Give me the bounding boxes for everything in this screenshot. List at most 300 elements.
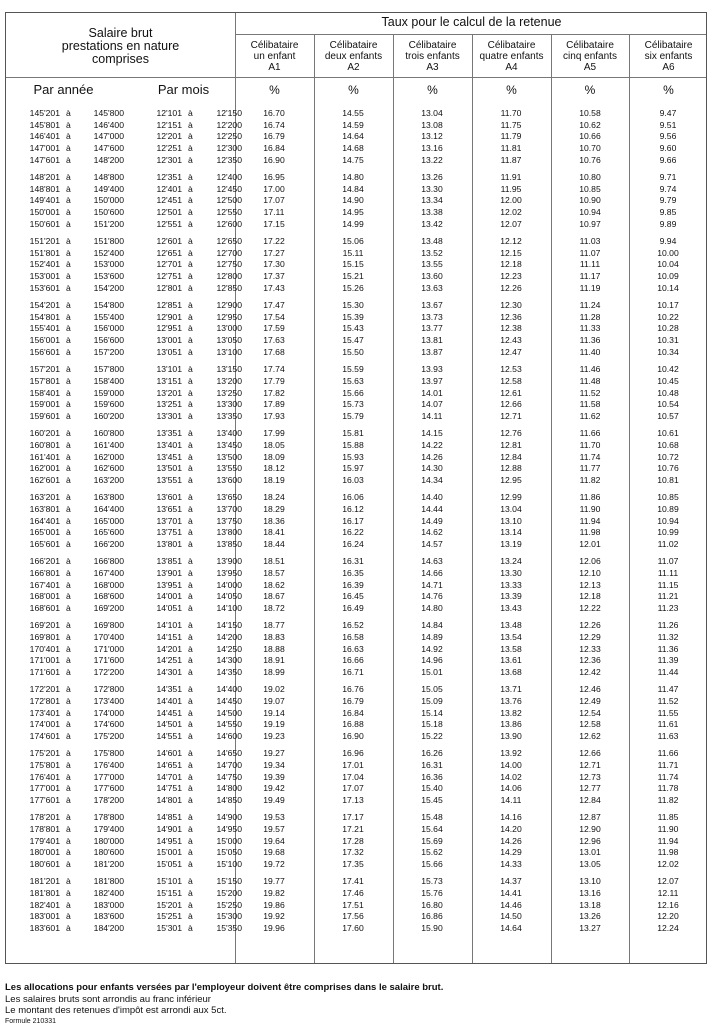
range-separator: à xyxy=(188,218,193,229)
annual-to: 147'000 xyxy=(93,131,124,142)
annual-to: 183'000 xyxy=(93,899,124,910)
monthly-from: 12'451 xyxy=(156,195,182,206)
table-row xyxy=(6,376,706,388)
table-row xyxy=(6,516,706,528)
monthly-to: 14'650 xyxy=(216,748,242,759)
monthly-from: 12'601 xyxy=(156,236,182,247)
annual-to: 145'800 xyxy=(93,108,124,118)
annual-to: 147'600 xyxy=(93,143,124,154)
rate-a1: 17.27 xyxy=(263,247,285,258)
annual-from: 177'001 xyxy=(29,783,60,794)
monthly-to: 14'800 xyxy=(216,783,242,794)
unit-label: % xyxy=(348,83,359,97)
range-separator: à xyxy=(66,311,71,322)
rate-a1: 17.99 xyxy=(263,428,285,439)
rate-a2: 16.49 xyxy=(342,602,364,613)
rate-a3: 14.57 xyxy=(421,538,443,549)
row-group xyxy=(6,620,706,678)
rate-a1: 17.79 xyxy=(263,375,285,386)
monthly-from: 12'401 xyxy=(156,183,182,194)
table-row xyxy=(6,504,706,516)
rate-a1: 17.00 xyxy=(263,183,285,194)
monthly-from: 12'701 xyxy=(156,259,182,270)
monthly-to: 13'300 xyxy=(216,399,242,410)
rate-a2: 16.58 xyxy=(342,631,364,642)
range-separator: à xyxy=(66,463,71,474)
rate-a4: 13.68 xyxy=(500,667,522,677)
rate-a5: 11.62 xyxy=(579,410,601,421)
rate-a6: 9.71 xyxy=(659,172,677,183)
rate-a4: 14.46 xyxy=(500,899,522,910)
rate-a5: 11.24 xyxy=(579,300,601,311)
annual-from: 166'201 xyxy=(29,556,60,567)
range-separator: à xyxy=(66,795,71,806)
annual-to: 165'600 xyxy=(93,527,124,538)
monthly-from: 13'351 xyxy=(156,428,182,439)
range-separator: à xyxy=(188,247,193,258)
annual-to: 148'800 xyxy=(93,172,124,183)
annual-from: 175'201 xyxy=(29,748,60,759)
monthly-to: 12'650 xyxy=(216,236,242,247)
rate-a3: 15.64 xyxy=(421,824,443,835)
rate-a2: 14.55 xyxy=(342,108,364,118)
annual-to: 155'400 xyxy=(93,311,124,322)
annual-to: 152'400 xyxy=(93,247,124,258)
table-row xyxy=(6,492,706,504)
rate-a3: 15.48 xyxy=(421,812,443,823)
range-separator: à xyxy=(188,667,193,677)
annual-to: 163'200 xyxy=(93,474,124,485)
range-separator: à xyxy=(188,876,193,887)
rate-a2: 16.12 xyxy=(342,503,364,514)
rate-a3: 14.34 xyxy=(421,474,443,485)
range-separator: à xyxy=(188,154,193,165)
rate-a4: 12.43 xyxy=(500,335,522,346)
rate-a6: 11.21 xyxy=(657,591,679,602)
rate-a3: 14.15 xyxy=(421,428,443,439)
annual-from: 157'201 xyxy=(29,364,60,375)
rate-a1: 18.41 xyxy=(263,527,285,538)
unit-label: % xyxy=(506,83,517,97)
rate-a2: 16.06 xyxy=(342,492,364,503)
rate-a5: 11.46 xyxy=(579,364,601,375)
rate-a3: 13.97 xyxy=(421,375,443,386)
row-group xyxy=(6,556,706,614)
rate-a4: 11.70 xyxy=(500,108,522,118)
range-separator: à xyxy=(66,899,71,910)
rate-a5: 10.66 xyxy=(579,131,601,142)
monthly-to: 13'150 xyxy=(216,364,242,375)
rate-a1: 17.15 xyxy=(263,218,285,229)
rate-a5: 13.16 xyxy=(579,888,601,899)
rate-a3: 13.26 xyxy=(421,172,443,183)
rate-a6: 9.66 xyxy=(659,154,677,165)
rate-a1: 17.59 xyxy=(263,323,285,334)
range-separator: à xyxy=(188,131,193,142)
annual-to: 161'400 xyxy=(93,439,124,450)
rate-a6: 11.94 xyxy=(657,835,679,846)
rate-a3: 13.52 xyxy=(421,247,443,258)
formula-reference: Formule 210331 xyxy=(5,1017,56,1025)
rate-a4: 14.29 xyxy=(500,847,522,858)
rate-a2: 14.95 xyxy=(342,207,364,218)
rate-a6: 10.81 xyxy=(657,474,679,485)
rate-a5: 11.48 xyxy=(579,375,601,386)
annual-to: 179'400 xyxy=(93,824,124,835)
rate-a1: 19.53 xyxy=(263,812,285,823)
monthly-from: 13'851 xyxy=(156,556,182,567)
table-body xyxy=(6,108,706,940)
rate-a6: 12.20 xyxy=(657,911,679,922)
rate-a2: 17.28 xyxy=(342,835,364,846)
table-row xyxy=(6,923,706,935)
annual-from: 151'801 xyxy=(29,247,60,258)
rate-a5: 12.46 xyxy=(579,684,601,695)
rate-a6: 9.56 xyxy=(659,131,677,142)
monthly-from: 13'101 xyxy=(156,364,182,375)
range-separator: à xyxy=(66,428,71,439)
rate-a1: 19.14 xyxy=(263,707,285,718)
monthly-to: 14'100 xyxy=(216,602,242,613)
rate-a2: 14.84 xyxy=(342,183,364,194)
category-line: Célibataire xyxy=(487,40,536,51)
rate-a3: 14.30 xyxy=(421,463,443,474)
table-row xyxy=(6,603,706,615)
rate-a1: 19.42 xyxy=(263,783,285,794)
monthly-to: 15'300 xyxy=(216,911,242,922)
rate-a3: 13.42 xyxy=(421,218,443,229)
range-separator: à xyxy=(66,399,71,410)
annual-from: 160'801 xyxy=(29,439,60,450)
row-group xyxy=(6,812,706,870)
annual-from: 180'001 xyxy=(29,847,60,858)
annual-from: 153'001 xyxy=(29,271,60,282)
rate-a5: 11.82 xyxy=(579,474,601,485)
category-line: Célibataire xyxy=(566,40,614,51)
rate-a4: 12.81 xyxy=(500,439,522,450)
monthly-from: 14'301 xyxy=(156,667,182,677)
rate-a4: 11.87 xyxy=(500,154,522,165)
annual-from: 165'001 xyxy=(29,527,60,538)
rate-a3: 16.80 xyxy=(421,899,443,910)
range-separator: à xyxy=(188,387,193,398)
rate-a3: 15.22 xyxy=(421,731,443,742)
rate-a6: 10.68 xyxy=(657,439,679,450)
table-row xyxy=(6,347,706,359)
monthly-from: 14'951 xyxy=(156,835,182,846)
annual-to: 154'200 xyxy=(93,282,124,293)
rate-a4: 14.64 xyxy=(500,923,522,934)
rate-a3: 14.40 xyxy=(421,492,443,503)
rate-a4: 12.84 xyxy=(500,451,522,462)
rate-a1: 17.63 xyxy=(263,335,285,346)
rate-a3: 15.14 xyxy=(421,707,443,718)
salary-header xyxy=(6,27,235,66)
monthly-from: 12'951 xyxy=(156,323,182,334)
monthly-from: 15'301 xyxy=(156,923,182,934)
range-separator: à xyxy=(66,602,71,613)
annual-from: 169'201 xyxy=(29,620,60,631)
annual-to: 184'200 xyxy=(93,923,124,934)
rate-a5: 13.27 xyxy=(579,923,601,934)
monthly-to: 12'900 xyxy=(216,300,242,311)
rate-a4: 11.75 xyxy=(500,119,522,130)
rate-a2: 15.30 xyxy=(342,300,364,311)
rate-a5: 11.03 xyxy=(579,236,601,247)
monthly-from: 14'901 xyxy=(156,824,182,835)
rate-a3: 14.80 xyxy=(421,602,443,613)
rate-a4: 12.66 xyxy=(500,399,522,410)
rate-a5: 11.70 xyxy=(579,439,601,450)
category-line: A4 xyxy=(505,62,518,73)
divider xyxy=(235,34,706,35)
annual-to: 178'800 xyxy=(93,812,124,823)
par-annee-label: Par année xyxy=(33,82,94,97)
rate-a3: 14.49 xyxy=(421,515,443,526)
rate-a3: 14.92 xyxy=(421,643,443,654)
rate-a1: 18.83 xyxy=(263,631,285,642)
annual-from: 162'001 xyxy=(29,463,60,474)
range-separator: à xyxy=(66,323,71,334)
annual-from: 149'401 xyxy=(29,195,60,206)
table-row xyxy=(6,283,706,295)
table-row xyxy=(6,335,706,347)
rate-a6: 11.44 xyxy=(657,667,679,677)
rate-a4: 13.48 xyxy=(500,620,522,631)
row-group xyxy=(6,236,706,294)
rate-a2: 15.63 xyxy=(342,375,364,386)
rate-a2: 17.13 xyxy=(342,795,364,806)
rate-a1: 18.72 xyxy=(263,602,285,613)
rate-a2: 16.39 xyxy=(342,579,364,590)
annual-to: 182'400 xyxy=(93,888,124,899)
annual-to: 174'000 xyxy=(93,707,124,718)
rate-a5: 11.19 xyxy=(579,282,601,293)
monthly-to: 15'050 xyxy=(216,847,242,858)
rate-a3: 14.22 xyxy=(421,439,443,450)
rate-a6: 10.61 xyxy=(657,428,679,439)
rate-a5: 12.18 xyxy=(579,591,601,602)
rate-a3: 13.30 xyxy=(421,183,443,194)
monthly-from: 14'551 xyxy=(156,731,182,742)
range-separator: à xyxy=(66,492,71,503)
annual-from: 169'801 xyxy=(29,631,60,642)
rate-a4: 12.47 xyxy=(500,346,522,357)
rate-a1: 19.27 xyxy=(263,748,285,759)
category-header-a3 xyxy=(393,40,472,73)
monthly-to: 14'200 xyxy=(216,631,242,642)
rates-title: Taux pour le calcul de la retenue xyxy=(381,15,562,29)
rate-a6: 11.02 xyxy=(657,538,679,549)
rate-a5: 12.73 xyxy=(579,771,601,782)
annual-from: 157'801 xyxy=(29,375,60,386)
rate-a3: 13.48 xyxy=(421,236,443,247)
rate-a4: 12.02 xyxy=(500,207,522,218)
rate-a2: 14.68 xyxy=(342,143,364,154)
rate-a5: 12.54 xyxy=(579,707,601,718)
monthly-to: 12'850 xyxy=(216,282,242,293)
annual-to: 181'200 xyxy=(93,859,124,870)
annual-to: 165'000 xyxy=(93,515,124,526)
annual-to: 175'800 xyxy=(93,748,124,759)
range-separator: à xyxy=(66,172,71,183)
annual-from: 161'401 xyxy=(29,451,60,462)
annual-from: 159'001 xyxy=(29,399,60,410)
monthly-to: 15'000 xyxy=(216,835,242,846)
monthly-from: 14'801 xyxy=(156,795,182,806)
range-separator: à xyxy=(66,556,71,567)
rate-a5: 11.11 xyxy=(579,259,601,270)
monthly-to: 14'300 xyxy=(216,655,242,666)
annual-to: 146'400 xyxy=(93,119,124,130)
monthly-from: 13'651 xyxy=(156,503,182,514)
monthly-to: 14'450 xyxy=(216,695,242,706)
rate-a4: 12.38 xyxy=(500,323,522,334)
monthly-to: 14'350 xyxy=(216,667,242,677)
category-line: A2 xyxy=(347,62,360,73)
rate-a2: 16.22 xyxy=(342,527,364,538)
rate-a6: 11.39 xyxy=(657,655,679,666)
table-row xyxy=(6,795,706,807)
table-row xyxy=(6,812,706,824)
range-separator: à xyxy=(66,667,71,677)
annual-to: 178'200 xyxy=(93,795,124,806)
rate-a2: 15.15 xyxy=(342,259,364,270)
range-separator: à xyxy=(188,271,193,282)
monthly-to: 14'700 xyxy=(216,760,242,770)
rate-a2: 15.79 xyxy=(342,410,364,421)
rate-a3: 15.09 xyxy=(421,695,443,706)
monthly-to: 14'150 xyxy=(216,620,242,631)
range-separator: à xyxy=(188,684,193,695)
rate-a6: 9.89 xyxy=(659,218,677,229)
rate-a3: 14.62 xyxy=(421,527,443,538)
monthly-to: 13'350 xyxy=(216,410,242,421)
range-separator: à xyxy=(188,119,193,130)
category-header-a4 xyxy=(472,40,551,73)
rate-a4: 12.12 xyxy=(500,236,522,247)
rate-a6: 11.55 xyxy=(657,707,679,718)
rate-a1: 18.91 xyxy=(263,655,285,666)
rate-a4: 12.61 xyxy=(500,387,522,398)
monthly-to: 13'800 xyxy=(216,527,242,538)
monthly-from: 12'251 xyxy=(156,143,182,154)
rate-a5: 10.70 xyxy=(579,143,601,154)
table-row xyxy=(6,475,706,487)
rate-a2: 15.21 xyxy=(342,271,364,282)
rate-a6: 11.47 xyxy=(657,684,679,695)
rate-a3: 14.07 xyxy=(421,399,443,410)
rate-a1: 17.89 xyxy=(263,399,285,410)
table-row xyxy=(6,876,706,888)
rate-a3: 14.76 xyxy=(421,591,443,602)
rate-a6: 10.31 xyxy=(657,335,679,346)
range-separator: à xyxy=(66,218,71,229)
annual-to: 150'000 xyxy=(93,195,124,206)
rate-a4: 12.07 xyxy=(500,218,522,229)
rate-a1: 17.11 xyxy=(263,207,285,218)
rate-a3: 14.71 xyxy=(421,579,443,590)
salary-header-line: Salaire brut xyxy=(88,26,153,40)
rate-a5: 12.90 xyxy=(579,824,601,835)
range-separator: à xyxy=(66,474,71,485)
rate-a6: 9.47 xyxy=(659,108,677,118)
annual-to: 162'000 xyxy=(93,451,124,462)
monthly-from: 13'751 xyxy=(156,527,182,538)
table-row xyxy=(6,632,706,644)
annual-to: 180'000 xyxy=(93,835,124,846)
range-separator: à xyxy=(66,620,71,631)
rate-a2: 16.88 xyxy=(342,719,364,730)
rate-a5: 12.01 xyxy=(579,538,601,549)
rate-a1: 17.22 xyxy=(263,236,285,247)
monthly-from: 13'201 xyxy=(156,387,182,398)
rate-a3: 13.81 xyxy=(421,335,443,346)
rate-a5: 11.66 xyxy=(579,428,601,439)
rate-a1: 16.79 xyxy=(263,131,285,142)
table-row xyxy=(6,696,706,708)
rate-a6: 10.22 xyxy=(657,311,679,322)
rate-a6: 11.11 xyxy=(657,567,679,578)
rate-a3: 15.40 xyxy=(421,783,443,794)
range-separator: à xyxy=(188,207,193,218)
rate-a1: 18.51 xyxy=(263,556,285,567)
range-separator: à xyxy=(188,707,193,718)
row-group xyxy=(6,300,706,358)
rate-a6: 10.04 xyxy=(657,259,679,270)
table-row xyxy=(6,859,706,871)
rate-a6: 10.48 xyxy=(657,387,679,398)
annual-from: 150'601 xyxy=(29,218,60,229)
annual-from: 182'401 xyxy=(29,899,60,910)
monthly-to: 12'750 xyxy=(216,259,242,270)
range-separator: à xyxy=(188,812,193,823)
rate-a4: 13.82 xyxy=(500,707,522,718)
rate-a4: 12.88 xyxy=(500,463,522,474)
range-separator: à xyxy=(188,108,193,118)
rate-a6: 10.28 xyxy=(657,323,679,334)
monthly-from: 14'201 xyxy=(156,643,182,654)
rate-a4: 12.58 xyxy=(500,375,522,386)
monthly-from: 13'001 xyxy=(156,335,182,346)
annual-from: 167'401 xyxy=(29,579,60,590)
rate-a1: 18.19 xyxy=(263,474,285,485)
annual-to: 171'600 xyxy=(93,655,124,666)
rate-a5: 10.85 xyxy=(579,183,601,194)
rate-a5: 11.94 xyxy=(579,515,601,526)
annual-from: 156'601 xyxy=(29,346,60,357)
rate-a1: 17.37 xyxy=(263,271,285,282)
rate-a2: 15.47 xyxy=(342,335,364,346)
rate-a3: 15.73 xyxy=(421,876,443,887)
annual-to: 167'400 xyxy=(93,567,124,578)
table-row xyxy=(6,195,706,207)
category-line: A3 xyxy=(426,62,439,73)
table-row xyxy=(6,644,706,656)
rate-a6: 10.72 xyxy=(657,451,679,462)
rate-a6: 11.78 xyxy=(657,783,679,794)
rate-a1: 16.84 xyxy=(263,143,285,154)
monthly-from: 12'101 xyxy=(156,108,182,118)
range-separator: à xyxy=(66,247,71,258)
table-row xyxy=(6,388,706,400)
rate-a4: 14.20 xyxy=(500,824,522,835)
monthly-to: 15'350 xyxy=(216,923,242,934)
range-separator: à xyxy=(188,172,193,183)
rate-a3: 13.67 xyxy=(421,300,443,311)
range-separator: à xyxy=(188,143,193,154)
monthly-to: 13'500 xyxy=(216,451,242,462)
